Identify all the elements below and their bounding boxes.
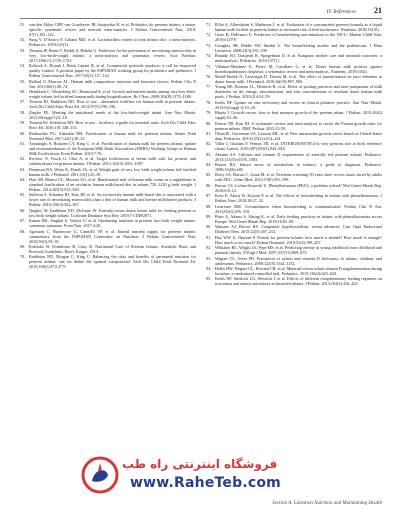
reference-number: 75.: [206, 63, 212, 69]
reference-number: 65.: [20, 192, 26, 198]
footer-section-title: Section A. Lactation Nutrition and Maintaining Health: [272, 501, 382, 506]
reference-number: 51.: [20, 22, 26, 27]
reference-item: [20, 89, 196, 99]
reference-number: 82.: [206, 141, 212, 147]
reference-number: 81.: [206, 130, 212, 136]
reference-item: [206, 245, 382, 255]
reference-item: [206, 204, 382, 214]
reference-item: [206, 43, 382, 53]
reference-number: 57.: [20, 99, 26, 105]
reference-text: Krebs NF, Sherlock LG, Westcott J, et al. Effects of different complementary feeding regimens on iron status and enteric microbiota in breastfed infants. J Pediatr. 2013;163(2):416–423.: [215, 276, 382, 287]
reference-item: [206, 172, 382, 182]
reference-text: Radmacher PG, Adamkin DH. Fortification of human milk for preterm infants. Semin Fetal Neonatal Med. 2017;22(1):30–35.: [29, 130, 196, 141]
reference-number: 56.: [20, 88, 26, 94]
reference-text: Villar J, Giuliani F, Fenton TR, et al. INTERGROWTH-21st very preterm size at birth reference charts. Lancet. 2016;387(10021):844–845.: [215, 141, 382, 152]
reference-item: [20, 120, 196, 130]
reference-item: [20, 79, 196, 89]
reference-text: Geraghty SR, Riddle SW, Shaikh U. The breastfeeding mother and the pediatrician. J Hum Lactation. 2008;24(3):335–339.: [215, 42, 382, 53]
reference-item: [206, 131, 382, 141]
reference-text: Sung V, D'Amico F, Cabana MD, et al. Lactobacillus reuteri to treat infant colic: a meta-analysis. Pediatrics. 2018;141(1).: [29, 37, 196, 48]
reference-text: Hay WW Jr, Thureen P. Protein for preterm infants: how much is needed? How much is enough? How much is too much? Pediatr Neonatol. 2010;51(4):198–207.: [215, 234, 382, 245]
reference-item: [206, 276, 382, 286]
reference-item: [206, 74, 382, 84]
reference-text: Lawrence RM. Circumstances when breastfeeding is contraindicated. Pediatr Clin N Am. 2013;60(1):295–318.: [215, 203, 382, 214]
reference-text: Olsen IE, Groveman SA, Lawson ML, et al. New intrauterine growth curves based on United States data. Pediatrics. 2010;125(2):e214–224.: [215, 130, 382, 141]
reference-item: [20, 229, 196, 244]
reference-item: [206, 183, 382, 193]
reference-number: 63.: [20, 166, 26, 172]
reference-text: van den Akker CHP, van Goudoever JB, Szajewska H, et al. Probiotics for preterm infants: a strain-specific systematic review and network meta-analysis. J Pediatr Gastroenterol Nutr. 2018; 67(1):103–122.: [29, 22, 196, 37]
reference-item: [206, 141, 382, 151]
reference-number: 87.: [206, 193, 212, 199]
reference-item: [20, 37, 196, 47]
reference-text: Hair AB, Blanco CL, Moreira AG, et al. Randomized trial of human milk cream as a supplement to standard fortification of an exclusive human milk-based diet in infants 750–1250 g birth weight. J Pediatr. 2014;165(5):915–920.: [29, 177, 196, 193]
reference-text: Thomas JP, Raine T, Reddy S, Belteki G. Probiotics for the prevention of necrotising enterocolitis in very low-birth-weight infants: a meta-analysis and systematic review. Acta Paediatr. 2017;106(11):1729–1741.: [29, 47, 196, 63]
reference-text: Kolacek S, Hojsak I, Berni Canani R, et al. Commercial probiotic products: a call for improved quality control. A position paper by the ESPGHAN working group for probiotics and prebiotics. J Pediatr Gastroenterol Nutr. 2017;65(1):117–124.: [29, 63, 196, 79]
reference-text: Barton BA. Inborn errors of metabolism in infancy: a guide to diagnosis. Pediatrics. 1998;102(6):e69.: [215, 162, 382, 173]
reference-text: Hollis BW, Wagner CL, Howard CR, et al. Maternal versus infant vitamin D supplementation during lactation: a randomized controlled trial. Pediatrics. 2015;136(4):625–634.: [215, 265, 382, 276]
reference-item: [206, 162, 382, 172]
reference-number: 67.: [20, 218, 26, 224]
reference-number: 62.: [20, 156, 26, 162]
reference-item: [20, 110, 196, 120]
page-number: 21: [374, 6, 382, 15]
reference-text: Bhatia J. Growth curves: how to best measure growth of the preterm infant. J Pediatr. 2013;162(3 suppl):S2–S6.: [215, 110, 382, 121]
reference-number: 54.: [20, 63, 26, 69]
reference-item: [206, 193, 382, 203]
reference-number: 83.: [206, 151, 212, 157]
reference-number: 73.: [206, 42, 212, 48]
reference-text: Tinnion RJ, Embleton ND. How to use... fortifiers: a guide for neonatal units. Arch Dis Child Educ Pract Ed. 2016;101:148–153.: [29, 120, 196, 131]
raheteb-logo-icon: [80, 455, 120, 495]
reference-number: 68.: [20, 228, 26, 234]
reference-number: 91.: [206, 234, 212, 240]
reference-item: [206, 84, 382, 99]
reference-item: [20, 177, 196, 192]
reference-item: [20, 48, 196, 63]
reference-item: [20, 254, 196, 269]
reference-number: 66.: [20, 207, 26, 213]
reference-number: 92.: [206, 245, 212, 251]
reference-item: [20, 22, 196, 37]
reference-number: 79.: [206, 110, 212, 116]
reference-number: 86.: [206, 182, 212, 188]
reference-text: Pillai A, Albersheim S, Matheson J, et al. Evaluation of a concentrated preterm formula as a liquid human milk fortifier in preterm babies at increased risk of feed intolerance. Nutrients. 2018;10(10).: [215, 22, 382, 32]
reference-item: [206, 121, 382, 131]
reference-item: [20, 192, 196, 207]
reference-text: Kumar RK, Singhal A, Vaidya U, et al. Optimizing nutrition in preterm low birth weight infants: consensus summary. Front Nutr. 2017;4:20.: [29, 218, 196, 229]
reference-number: 52.: [20, 37, 26, 43]
reference-text: Wassner AJ, Brown RS. Congenital hypothyroidism: recent advances. Curr Opin Endocrinol Diabetes Obes. 2015;22(5):407–412.: [215, 224, 382, 235]
reference-item: [20, 99, 196, 109]
reference-text: Gertz B, DeFranco E. Predictors of breastfeeding non-initiation in the NICU. Matern Child Nutr. 2019;e12797.: [215, 32, 382, 43]
reference-item: [206, 53, 382, 63]
reference-number: 90.: [206, 224, 212, 230]
reference-text: Boundy EO, Dastjerdi R, Spiegelman D, et al. Kangaroo mother care and neonatal outcomes: a meta-analysis. Pediatrics. 2016;137(1).: [215, 53, 382, 64]
watermark: [80, 455, 330, 497]
reference-number: 72.: [206, 32, 212, 38]
reference-number: 69.: [20, 244, 26, 250]
reference-item: [20, 131, 196, 141]
reference-number: 74.: [206, 53, 212, 59]
reference-text: Mohd-Taufek N, Cartwright D, Davies M, et al. The effect of pasteurization on trace elements in donor breast milk. J Perinatol. 2016;36(10):897–900.: [215, 73, 382, 84]
reference-text: Young BE, Borman LL, Heinrich R, et al. Effect of pooling practices and time postpartum of milk donations on the energy, macronutrient, and zinc concentrations of resultant donor human milk pools. J Pediatr. 2019;214:54–59.: [215, 84, 382, 100]
reference-item: [20, 63, 196, 78]
reference-number: 89.: [206, 214, 212, 220]
reference-number: 53.: [20, 47, 26, 53]
reference-text: Ballard O, Morrow AL. Human milk composition: nutrients and bioactive factors. Pediatr Clin N Am. 2013;60(1):49–74.: [29, 78, 196, 89]
reference-item: [20, 244, 196, 254]
reference-text: Dennison BA, Weiss K, Dusek JA, et al. Weight gain of very low birth weight infants fed fortified human milk. J Perinatol. 2011;31(1):25–29.: [29, 166, 196, 177]
reference-text: Quigley M, Embleton ND, McGuire W. Formula versus donor breast milk for feeding preterm or low birth weight infants. Cochrane Database Syst Rev. 2019;7:CD002971.: [29, 207, 196, 218]
reference-text: Berry SA, Brown C, Grant M, et al. Newborn screening 50 years later: access issues faced by adults with PKU. Genet Med. 2013;15(8):591–599.: [215, 172, 382, 183]
reference-text: Abrams SA. Calcium and vitamin D requirements of enterally fed preterm infants. Pediatrics. 2013;131(5):e1676–1683.: [215, 151, 382, 162]
reference-text: Villamor-Martinez E, Pierro M, Cavallaro G, et al. Donor human milk protects against bronchopulmonary dysplasia: a systematic review and meta-analysis. Nutrients. 2018;10(2).: [215, 63, 382, 74]
reference-number: 64.: [20, 177, 26, 183]
reference-item: [206, 22, 382, 32]
reference-item: [206, 152, 382, 162]
reference-number: 59.: [20, 120, 26, 126]
reference-number: 71.: [206, 22, 212, 27]
reference-item: [206, 266, 382, 276]
reference-item: [206, 235, 382, 245]
reference-number: 88.: [206, 203, 212, 209]
reference-text: Kose E, Aksoy B, Kuyum P, et al. The effects of breastfeeding in infants with phenylketonuria. J Pediatr Nurs. 2018;38:27–32.: [215, 193, 382, 204]
reference-number: 84.: [206, 162, 212, 168]
reference-item: [20, 156, 196, 166]
page-header: [20, 6, 382, 19]
reference-number: 94.: [206, 265, 212, 271]
reference-number: 61.: [20, 140, 26, 146]
reference-text: Fenton TR, Kim JH. A systematic review and meta-analysis to revise the Fenton growth chart for preterm infants. BMC Pediatr. 2013;13:59.: [215, 120, 382, 131]
watermark-url[interactable]: www.RaheTeb.com: [130, 475, 281, 491]
reference-number: 80.: [206, 120, 212, 126]
reference-number: 55.: [20, 78, 26, 84]
reference-text: Whitaker RC, Wright JA, Pepe MS, et al. Predicting obesity in young adulthood from childhood and parental obesity. N Engl J Med. 1997;337(13):869–873.: [215, 245, 382, 256]
reference-text: Embleton ND, Morgan C, King C. Balancing the risks and benefits of parenteral nutrition for preterm infants: can we define the optimal composition? Arch Dis Child Fetal Neonatal Ed. 2015;100(1):F72–F75.: [29, 254, 196, 270]
reference-text: Krebs NF. Update on zinc deficiency and excess in clinical pediatric practice. Ann Nutr Metab. 2013;62(suppl 1):19–29.: [215, 99, 382, 110]
reference-number: 58.: [20, 109, 26, 115]
reference-number: 93.: [206, 255, 212, 261]
reference-item: [206, 32, 382, 42]
reference-number: 77.: [206, 84, 212, 90]
reference-item: [206, 110, 382, 120]
watermark-persian-text: فروشگاه اینترنتی راه طب: [122, 457, 278, 471]
reference-text: Ziegler EE. Meeting the nutritional needs of the low-birth-weight infant. Ann Nutr Metab. 2011;58(suppl 1):8–18.: [29, 109, 196, 120]
reference-text: Sullivan S, Schanler RJ, Kim JH, et al. An exclusively human milk-based diet is associated with a lower rate of necrotizing enterocolitis than a diet of human milk and bovine milk-based products. J Pediatr. 2010;156(4):562–567.: [29, 192, 196, 208]
reference-text: Wagner CL, Greer FR. Prevention of rickets and vitamin D deficiency in infants, children, and adolescents. Pediatrics. 2008;122(5):1142–1152.: [215, 255, 382, 266]
reference-item: [20, 208, 196, 218]
reference-text: Arslanoglu S, Boquien CY, King C, et al. Fortification of human milk for preterm infants: update and recommendations of the European Milk Bank Association (EMBA) Working Group on Human Milk Fortification. Front Pediatr. 2019;7:76.: [29, 140, 196, 156]
references-right-column: [206, 22, 382, 492]
reference-text: Henriksen C, Westerberg AC, Ronnestad A, et al. Growth and nutrient intake among very-low-birth-weight infants fed fortified human milk during hospitalisation. Br J Nutr. 2009;102(8):1179–1186.: [29, 88, 196, 99]
reference-number: 60.: [20, 130, 26, 136]
reference-columns: [20, 22, 382, 492]
references-left-column: [20, 22, 196, 492]
running-head: IV. References: [326, 9, 356, 15]
reference-number: 85.: [206, 172, 212, 178]
reference-text: Brown CS, Lichter-Konecki U. Phenylketonuria (PKU): a problem solved? Mol Genet Metab Rep. 2016;6:8–12.: [215, 182, 382, 193]
reference-item: [206, 64, 382, 74]
reference-text: Koletzko B, Poindexter B, Uauy R. Nutritional Care of Preterm Infants: Scientific Basis and Practical Guidelines. Basel: Karger; 2014.: [29, 244, 196, 255]
reference-text: Agostoni C, Buonocore G, Carnielli VP, et al. Enteral nutrient supply for preterm infants: commentary from the ESPGHAN Committee on Nutrition. J Pediatr Gastroenterol Nutr. 2010;50(1):85–91.: [29, 228, 196, 244]
reference-text: Tinnion RJ, Embleton ND. How to use... alternative fortifiers for human milk in preterm infants. Arch Dis Child Educ Pract Ed. 2012;97(5):190–196.: [29, 99, 196, 110]
reference-item: [206, 100, 382, 110]
reference-item: [206, 214, 382, 224]
reference-item: [20, 141, 196, 156]
reference-item: [206, 224, 382, 234]
reference-item: [20, 167, 196, 177]
reference-text: Pinto A, Adams S, Ahring K, et al. Early feeding practices in infants with phenylketonuria across Europe. Mol Genet Metab Rep. 2018;16:82–89.: [215, 214, 382, 225]
reference-item: [20, 218, 196, 228]
reference-number: 78.: [206, 99, 212, 105]
reference-number: 95.: [206, 276, 212, 282]
reference-number: 76.: [206, 73, 212, 79]
reference-item: [206, 256, 382, 266]
reference-text: Rochow N, Fusch G, Choi A, et al. Target fortification of breast milk with fat, protein, and carbohydrates for preterm infants. J Pediatr. 2013;163(4):1001–1007.: [29, 156, 196, 167]
reference-number: 70.: [20, 254, 26, 260]
